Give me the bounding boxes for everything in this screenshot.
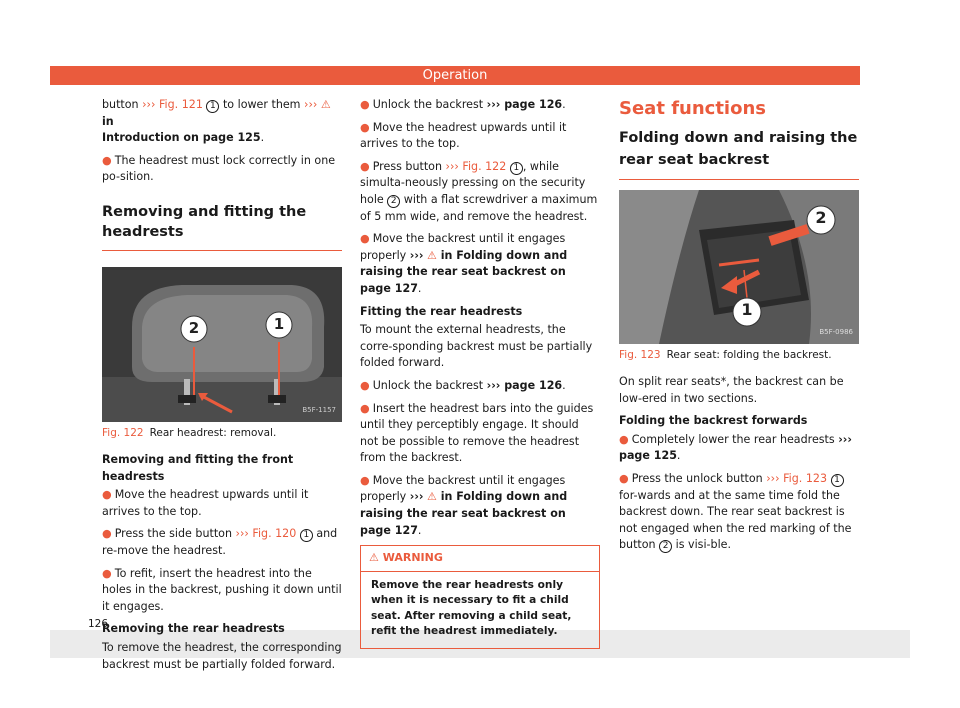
figure-image [619, 190, 859, 344]
list-item [360, 97, 600, 114]
callout-number: 1 [300, 529, 313, 542]
page-link[interactable]: ››› page 126 [486, 378, 563, 392]
list-item [360, 231, 600, 297]
heading-text: Removing and fitting the headrests [102, 203, 307, 240]
bullet-dot-icon: ● [102, 527, 112, 541]
heading-removing [102, 202, 342, 251]
fig-link[interactable]: ››› Fig. 120 [235, 527, 297, 541]
text: Press the unlock button [631, 471, 767, 485]
figure-caption [102, 422, 342, 440]
callout-number: 1 [206, 100, 219, 113]
ref-arrow-link[interactable]: ››› [409, 248, 424, 262]
callout-number: 2 [659, 540, 672, 553]
section-header-title: Operation [422, 68, 488, 83]
caption-text: Rear headrest: removal. [149, 426, 277, 439]
figure-image [102, 267, 342, 422]
callout-number: 1 [510, 162, 523, 175]
warning-header [361, 546, 599, 572]
section-front [102, 452, 342, 673]
callout-1: 1 [273, 314, 285, 333]
callout-1: 1 [741, 300, 753, 319]
page-number: 126 [88, 618, 109, 630]
fig-link[interactable]: ››› Fig. 121 [142, 98, 203, 111]
text: is visi-ble. [672, 538, 732, 552]
cross-ref-link[interactable]: in Folding down and raising the rear seat backrest on page 127 [360, 490, 568, 537]
text: . [260, 131, 265, 145]
cross-ref-link[interactable]: in Folding down and raising the rear seat backrest on page 127 [360, 248, 568, 295]
bullet-dot-icon: ● [102, 488, 112, 502]
list-item [360, 473, 600, 539]
list-item [360, 401, 600, 467]
text: Insert the headrest bars into the guides until they perceptibly engage. It should not be possible to remove the headrest from the backrest. [360, 401, 594, 465]
paragraph: On split rear seats*, the backrest can be low-ered in two sections. [619, 375, 844, 405]
paragraph-button-lower [102, 97, 342, 147]
text: The headrest must lock correctly in one po-sition. [102, 153, 336, 184]
fig-link[interactable]: ››› Fig. 123 [766, 471, 828, 485]
text: . [417, 281, 422, 295]
warning-triangle-icon: ⚠ [427, 490, 437, 504]
list-item [102, 153, 342, 186]
text: and re-move the headrest. [102, 527, 338, 557]
text: Move the backrest until it engages properly [360, 232, 566, 262]
warning-label: WARNING [382, 551, 443, 565]
text: . [417, 523, 422, 537]
text: . [676, 449, 681, 463]
list-item [102, 487, 342, 520]
column-middle [360, 97, 600, 649]
bullet-dot-icon: ● [619, 432, 629, 446]
heading-rule [102, 250, 342, 251]
figure-123 [619, 190, 859, 362]
text: Move the headrest upwards until it arrives to the top. [102, 488, 309, 518]
list-item [102, 566, 342, 616]
text: Move the backrest until it engages properly [360, 473, 566, 504]
column-right [619, 97, 859, 560]
ref-arrow-link[interactable]: ››› [409, 490, 424, 504]
bullet-dot-icon: ● [360, 401, 370, 415]
figure-label: Fig. 122 [102, 426, 144, 439]
bullet-dot-icon: ● [619, 471, 629, 485]
bullet-dot-icon: ● [102, 153, 112, 167]
figure-122 [102, 267, 342, 440]
bullet-dot-icon: ● [360, 159, 370, 173]
text: Unlock the backrest [372, 378, 487, 392]
page-link[interactable]: ››› page 126 [486, 98, 563, 111]
list-item [102, 526, 342, 559]
callout-number: 2 [387, 195, 400, 208]
list-item [360, 159, 600, 225]
callout-2: 2 [188, 318, 200, 337]
callout-2: 2 [815, 208, 827, 227]
text: . [562, 98, 566, 111]
heading-rule [619, 179, 859, 180]
text: to lower them [219, 98, 305, 111]
fig-link[interactable]: ››› Fig. 122 [445, 159, 507, 173]
caption-text: Rear seat: folding the backrest. [666, 349, 832, 361]
bullet-dot-icon: ● [360, 120, 370, 134]
text: button [102, 98, 143, 111]
text: , while simulta-neously pressing on the security hole [360, 159, 586, 206]
figure-caption [619, 344, 859, 362]
figure-code: B5F-0986 [819, 328, 853, 337]
text: with a flat screwdriver a maximum of 5 mm wide, and remove the headrest. [360, 192, 598, 223]
warning-triangle-icon: ⚠ [369, 551, 379, 565]
text: Unlock the backrest [372, 98, 487, 111]
text: . [562, 378, 566, 392]
column-left [102, 97, 342, 679]
warning-text: Remove the rear headrests only when it is necessary to fit a child seat. After removing a child seat, refit the headrest immediately. [371, 578, 572, 638]
chapter-title: Seat functions [619, 98, 766, 119]
headrest-illustration [102, 267, 342, 422]
text: for-wards and at the same time fold the backrest down. The rear seat backrest is not engaged when the red marking of the button [619, 488, 852, 552]
page-link[interactable]: ››› page 125 [619, 432, 852, 463]
subheading: Removing and fitting the front headrests [102, 452, 294, 483]
warning-box [360, 545, 600, 649]
subheading: Folding the backrest forwards [619, 414, 808, 428]
intro-link[interactable]: Introduction on page 125 [102, 131, 261, 145]
bullet-dot-icon: ● [102, 566, 112, 580]
text: Press button [372, 159, 446, 173]
text: Move the headrest upwards until it arrives to the top. [360, 120, 567, 151]
text: Press the side button [114, 527, 236, 541]
list-item [360, 378, 600, 395]
bullet-dot-icon: ● [360, 473, 370, 487]
text: To refit, insert the headrest into the holes in the backrest, pushing it down until it engages. [102, 566, 342, 613]
paragraph: To remove the headrest, the corresponding backrest must be partially folded forward. [102, 640, 342, 671]
section-header-band [50, 66, 860, 85]
text: Completely lower the rear headrests [631, 432, 839, 446]
ref-arrow-link[interactable]: ››› [304, 98, 318, 111]
bullet-dot-icon: ● [360, 232, 370, 246]
list-item [619, 432, 859, 465]
subheading: Fitting the rear headrests [360, 304, 523, 318]
section-folding [619, 374, 859, 554]
bullet-dot-icon: ● [360, 98, 370, 111]
list-item [619, 471, 859, 554]
subheading: Removing the rear headrests [102, 622, 285, 636]
figure-code: B5F-1157 [302, 406, 336, 415]
figure-label: Fig. 123 [619, 349, 661, 361]
callout-number: 1 [831, 474, 844, 487]
bullet-dot-icon: ● [360, 378, 370, 392]
paragraph: To mount the external headrests, the corre-sponding backrest must be partially folded forward. [360, 323, 593, 370]
text: in [102, 114, 114, 128]
warning-triangle-icon: ⚠ [427, 248, 437, 262]
warning-triangle-icon: ⚠ [320, 98, 331, 111]
list-item [360, 120, 600, 153]
section-title: Folding down and raising the rear seat backrest [619, 130, 858, 168]
